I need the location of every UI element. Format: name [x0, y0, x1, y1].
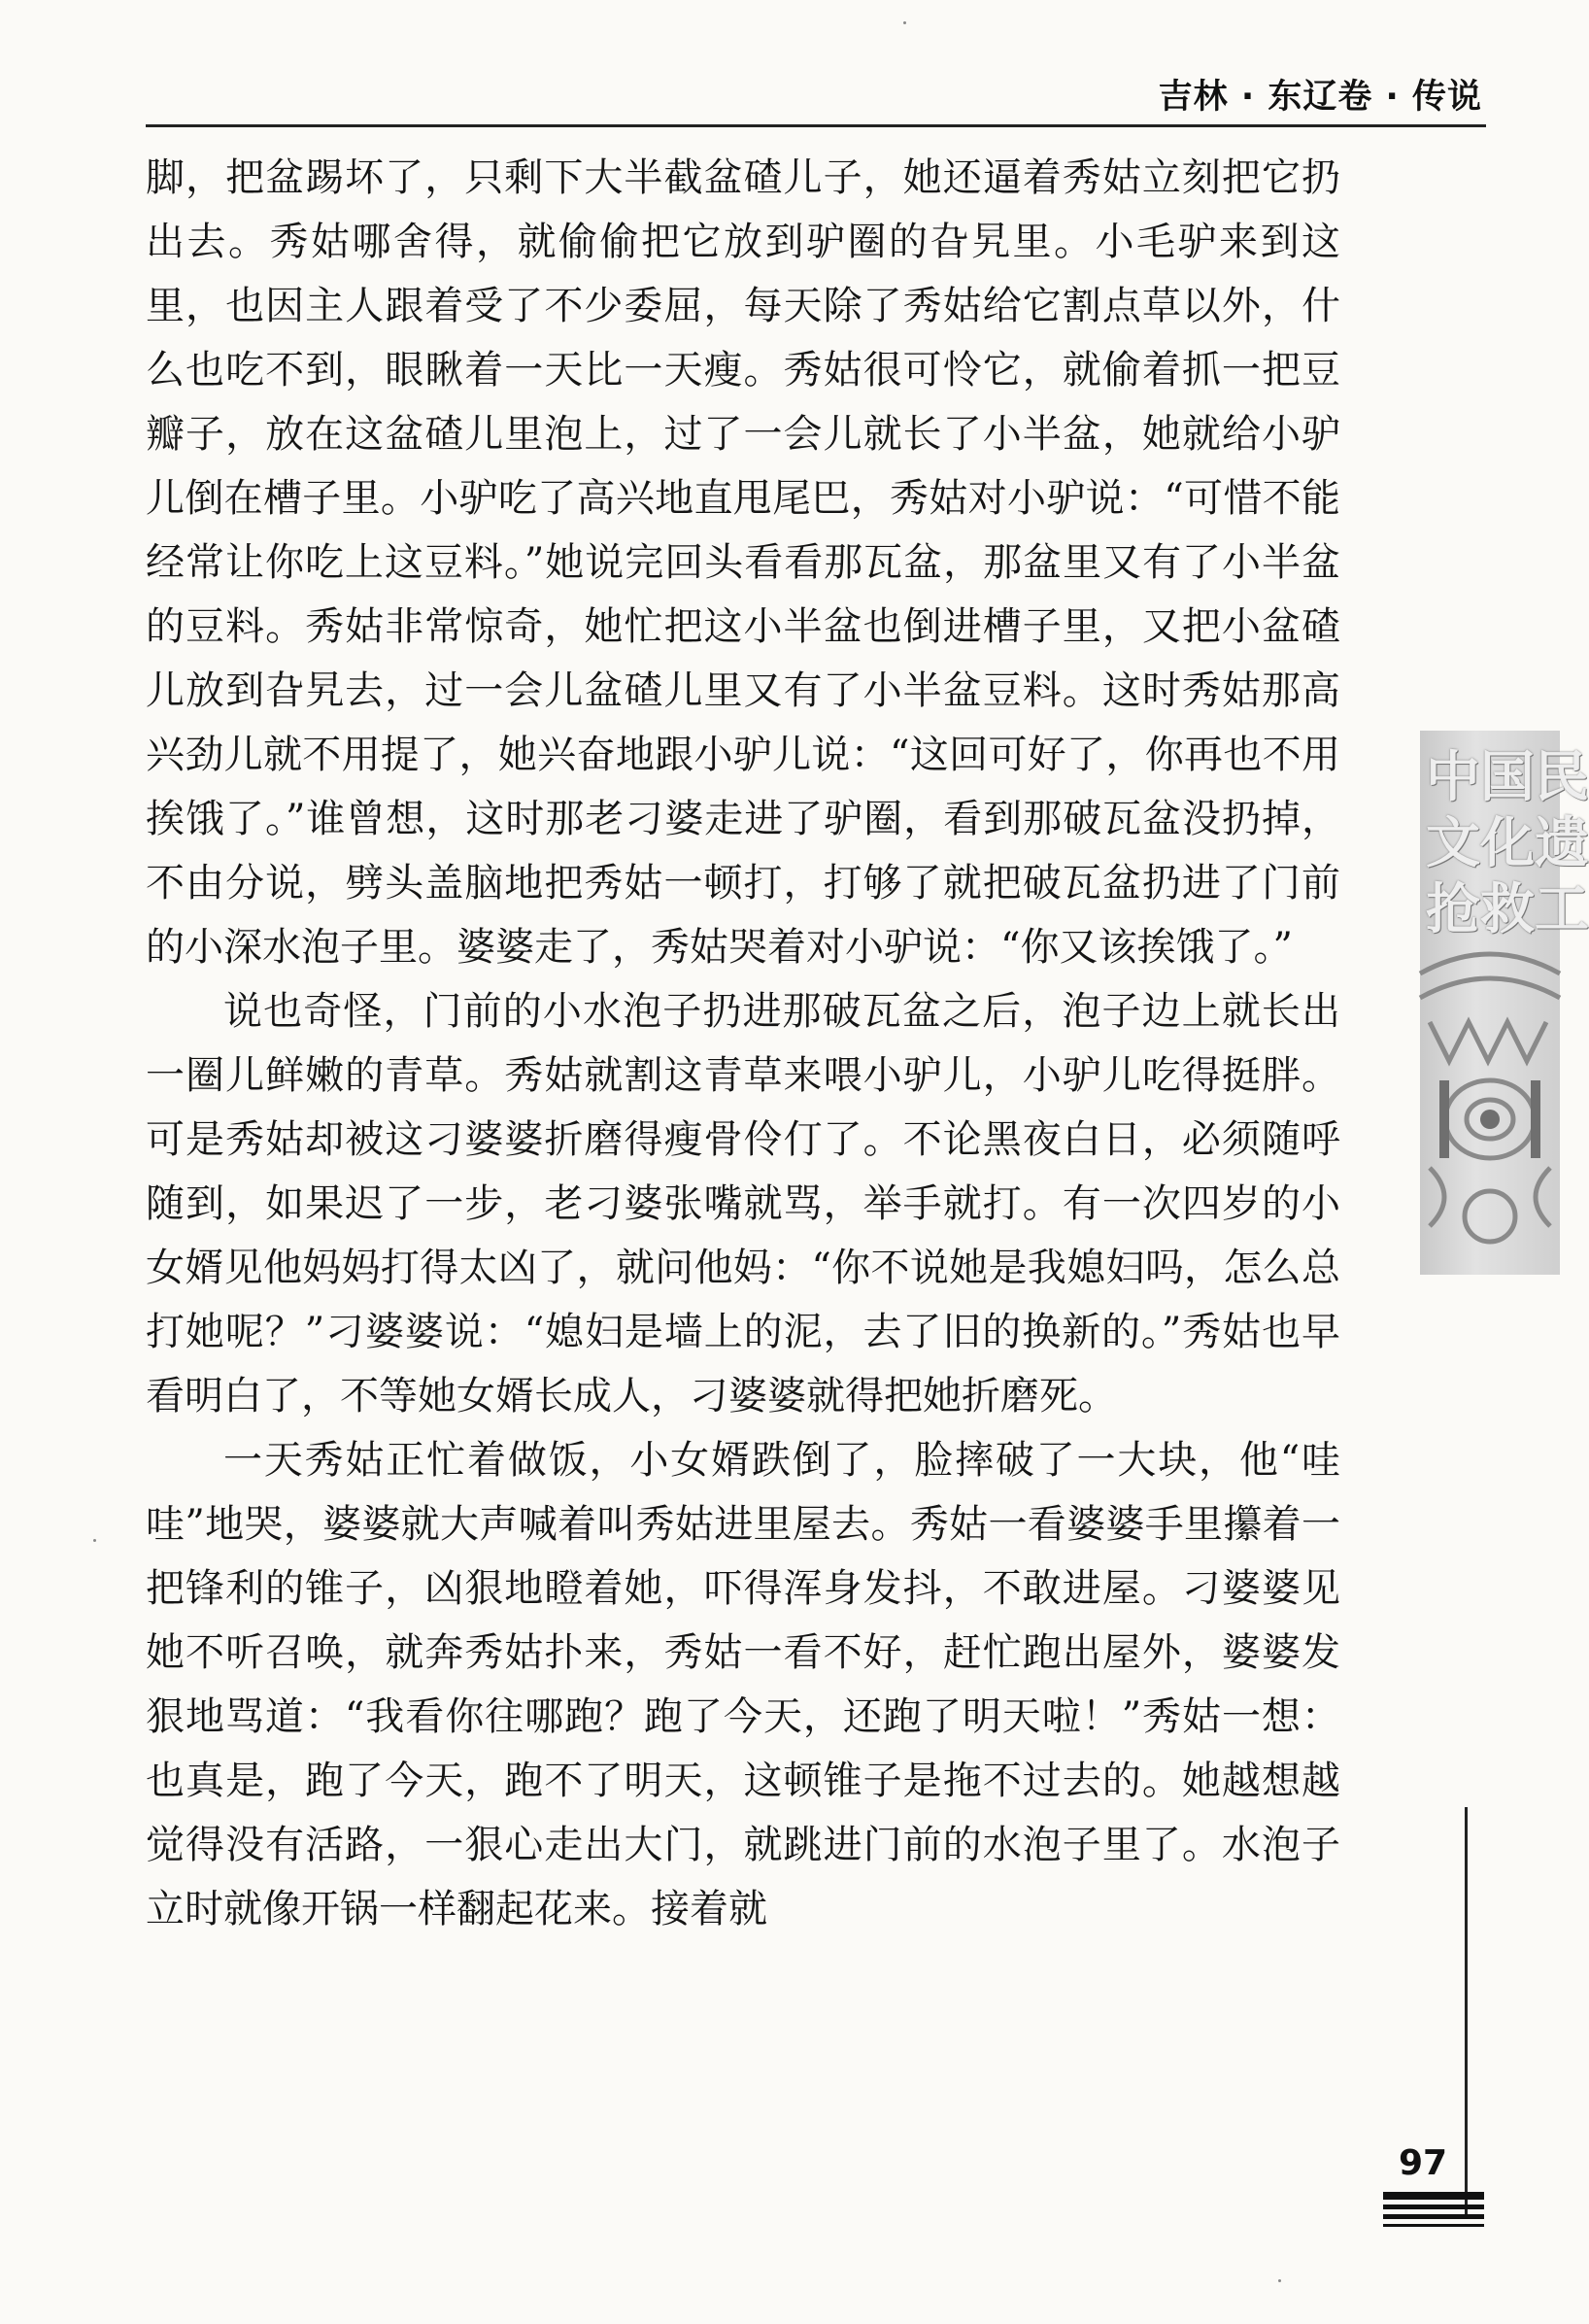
body-text	[146, 146, 1340, 1941]
side-banner-text: 中国民 文化遗 抢救工	[1426, 745, 1589, 941]
decorative-pattern-icon	[1420, 944, 1560, 1275]
running-head: 吉林 · 东辽卷 · 传说	[1158, 78, 1482, 117]
right-margin-rule	[1465, 1807, 1468, 2215]
scan-speck	[1278, 2279, 1281, 2282]
scan-speck	[93, 1539, 96, 1542]
page-number: 97	[1399, 2143, 1448, 2183]
page-number-bars	[1383, 2192, 1484, 2232]
header-rule	[146, 124, 1486, 127]
scan-speck	[903, 21, 906, 24]
side-banner	[1420, 731, 1589, 1275]
paragraph-1: 脚，把盆踢坏了，只剩下大半截盆碴儿子，她还逼着秀姑立刻把它扔出去。秀姑哪舍得，就偷偷把它放到驴圈的旮旯里。小毛驴来到这里，也因主人跟着受了不少委屈，每天除了秀姑给它割点草以外，什么也吃不到，眼瞅着一天比一天瘦。秀姑很可怜它，就偷着抓一把豆瓣子，放在这盆碴儿里泡上，过了一会儿就长了小半盆，她就给小驴儿倒在槽子里。小驴吃了高兴地直甩尾巴，秀姑对小驴说：“可惜不能经常让你吃上这豆料。”她说完回头看看那瓦盆，那盆里又有了小半盆的豆料。秀姑非常惊奇，她忙把这小半盆也倒进槽子里，又把小盆碴儿放到旮旯去，过一会儿盆碴儿里又有了小半盆豆料。这时秀姑那高兴劲儿就不用提了，她兴奋地跟小驴儿说：“这回可好了，你再也不用挨饿了。”谁曾想，这时那老刁婆走进了驴圈，看到那破瓦盆没扔掉，不由分说，劈头盖脑地把秀姑一顿打，打够了就把破瓦盆扔进了门前的小深水泡子里。婆婆走了，秀姑哭着对小驴说：“你又该挨饿了。”	[146, 155, 1340, 970]
paragraph-3: 一天秀姑正忙着做饭，小女婿跌倒了，脸摔破了一大块，他“哇哇”地哭，婆婆就大声喊着叫秀姑进里屋去。秀姑一看婆婆手里攥着一把锋利的锥子，凶狠地瞪着她，吓得浑身发抖，不敢进屋。刁婆婆见她不听召唤，就奔秀姑扑来，秀姑一看不好，赶忙跑出屋外，婆婆发狠地骂道：“我看你往哪跑？跑了今天，还跑了明天啦！”秀姑一想：也真是，跑了今天，跑不了明天，这顿锥子是拖不过去的。她越想越觉得没有活路，一狠心走出大门，就跳进门前的水泡子里了。水泡子立时就像开锅一样翻起花来。接着就	[146, 1438, 1340, 1931]
paragraph-2: 说也奇怪，门前的小水泡子扔进那破瓦盆之后，泡子边上就长出一圈儿鲜嫩的青草。秀姑就割这青草来喂小驴儿，小驴儿吃得挺胖。可是秀姑却被这刁婆婆折磨得瘦骨伶仃了。不论黑夜白日，必须随呼随到，如果迟了一步，老刁婆张嘴就骂，举手就打。有一次四岁的小女婿见他妈妈打得太凶了，就问他妈：“你不说她是我媳妇吗，怎么总打她呢？”刁婆婆说：“媳妇是墙上的泥，去了旧的换新的。”秀姑也早看明白了，不等她女婿长成人，刁婆婆就得把她折磨死。	[146, 989, 1340, 1418]
